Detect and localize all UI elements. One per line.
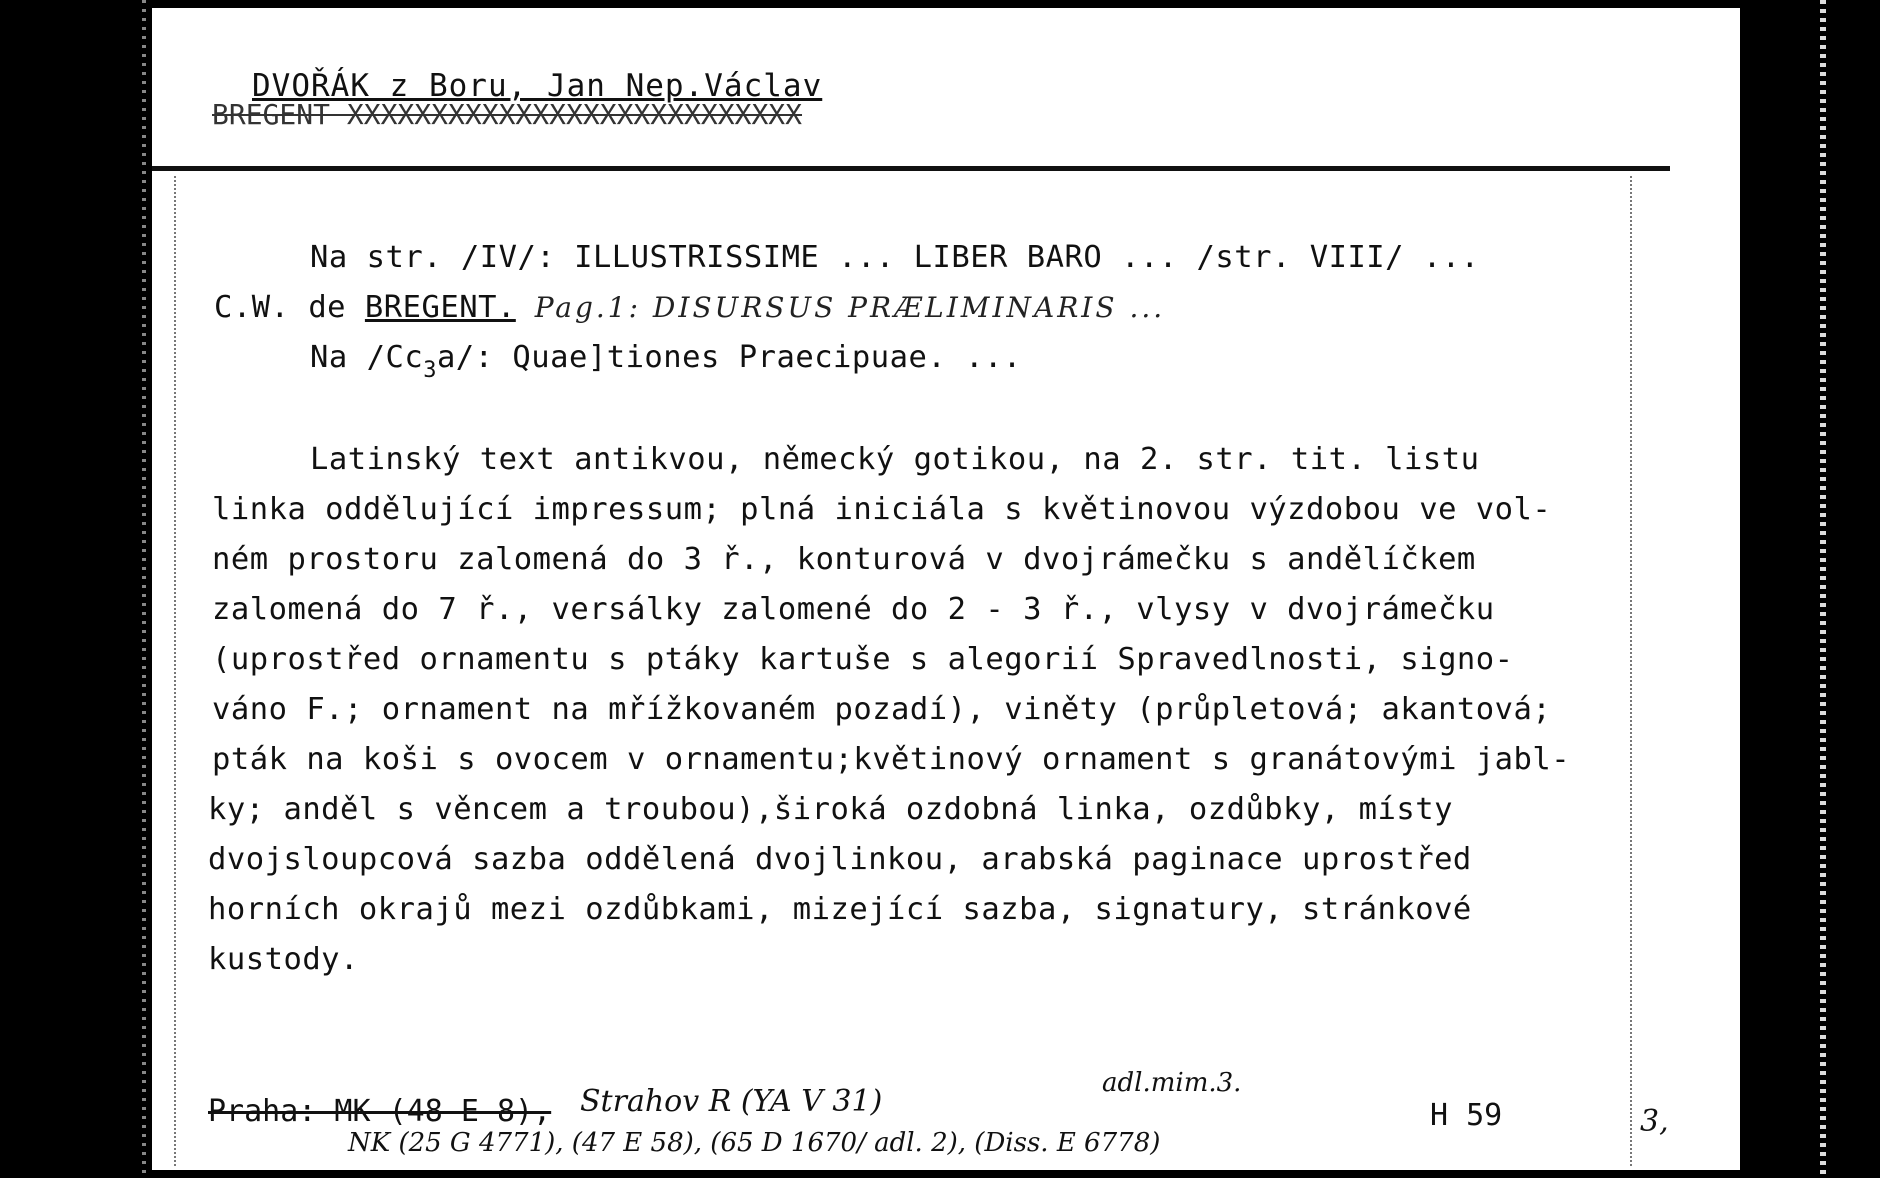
line3-part-b: a/: Quae]tiones Praecipuae. ...: [436, 340, 1022, 375]
catalog-card: [152, 8, 1740, 1170]
footer-handwritten-note: adl.mim.3.: [1102, 1068, 1242, 1098]
para-line: linka oddělující impressum; plná iniciála s květinovou výzdobou ve vol-: [212, 492, 1552, 527]
header-rule: [152, 166, 1670, 171]
margin-line-left: [174, 176, 176, 1166]
scan-edge-right: [1820, 0, 1826, 1178]
line3-subscript: 3: [423, 358, 437, 383]
body-line-1: Na str. /IV/: ILLUSTRISSIME ... LIBER BARO ... /str. VIII/ ...: [310, 240, 1480, 275]
footer-struck-location: Praha: MK (48 E 8),: [208, 1094, 552, 1129]
para-line: ném prostoru zalomená do 3 ř., konturová v dvojrámečku s andělíčkem: [212, 542, 1476, 577]
line2-name: BREGENT.: [364, 290, 516, 325]
footer-code: H 59: [1430, 1098, 1503, 1133]
card-heading: [252, 68, 822, 104]
para-line: pták na koši s ovocem v ornamentu;květinový ornament s granátovými jabl-: [212, 742, 1571, 777]
body-line-2: [214, 290, 1165, 325]
corner-number: 3,: [1640, 1104, 1669, 1139]
para-line: Latinský text antikvou, německý gotikou, na 2. str. tit. listu: [310, 442, 1480, 477]
para-line: kustody.: [208, 942, 359, 977]
para-line: dvojsloupcová sazba oddělená dvojlinkou, arabská paginace uprostřed: [208, 842, 1472, 877]
scan-edge-left: [142, 0, 146, 1178]
author-name: DVOŘÁK z Boru, Jan Nep.Václav: [252, 68, 823, 104]
line2-prefix: C.W. de: [214, 290, 365, 325]
para-line: (uprostřed ornamentu s ptáky kartuše s alegorií Spravedlnosti, signo-: [212, 642, 1514, 677]
para-line: zalomená do 7 ř., versálky zalomené do 2 - 3 ř., vlysy v dvojrámečku: [212, 592, 1495, 627]
footer-handwritten-nk: NK (25 G 4771), (47 E 58), (65 D 1670/ adl. 2), (Diss. E 6778): [348, 1128, 1161, 1158]
footer-handwritten-strahov: Strahov R (YA V 31): [580, 1084, 883, 1119]
para-line: váno F.; ornament na mřížkovaném pozadí), viněty (průpletová; akantová;: [212, 692, 1552, 727]
line2-handwritten: Pag.1: DISURSUS PRÆLIMINARIS ...: [534, 291, 1166, 324]
line3-part-a: Na /Cc: [310, 340, 424, 375]
struck-heading: BREGENT XXXXXXXXXXXXXXXXXXXXXXXXXXX: [212, 98, 803, 131]
para-line: ky; anděl s věncem a troubou),široká ozdobná linka, ozdůbky, místy: [208, 792, 1453, 827]
body-line-3: [310, 340, 1022, 383]
margin-line-right: [1630, 176, 1632, 1166]
para-line: horních okrajů mezi ozdůbkami, mizející sazba, signatury, stránkové: [208, 892, 1472, 927]
